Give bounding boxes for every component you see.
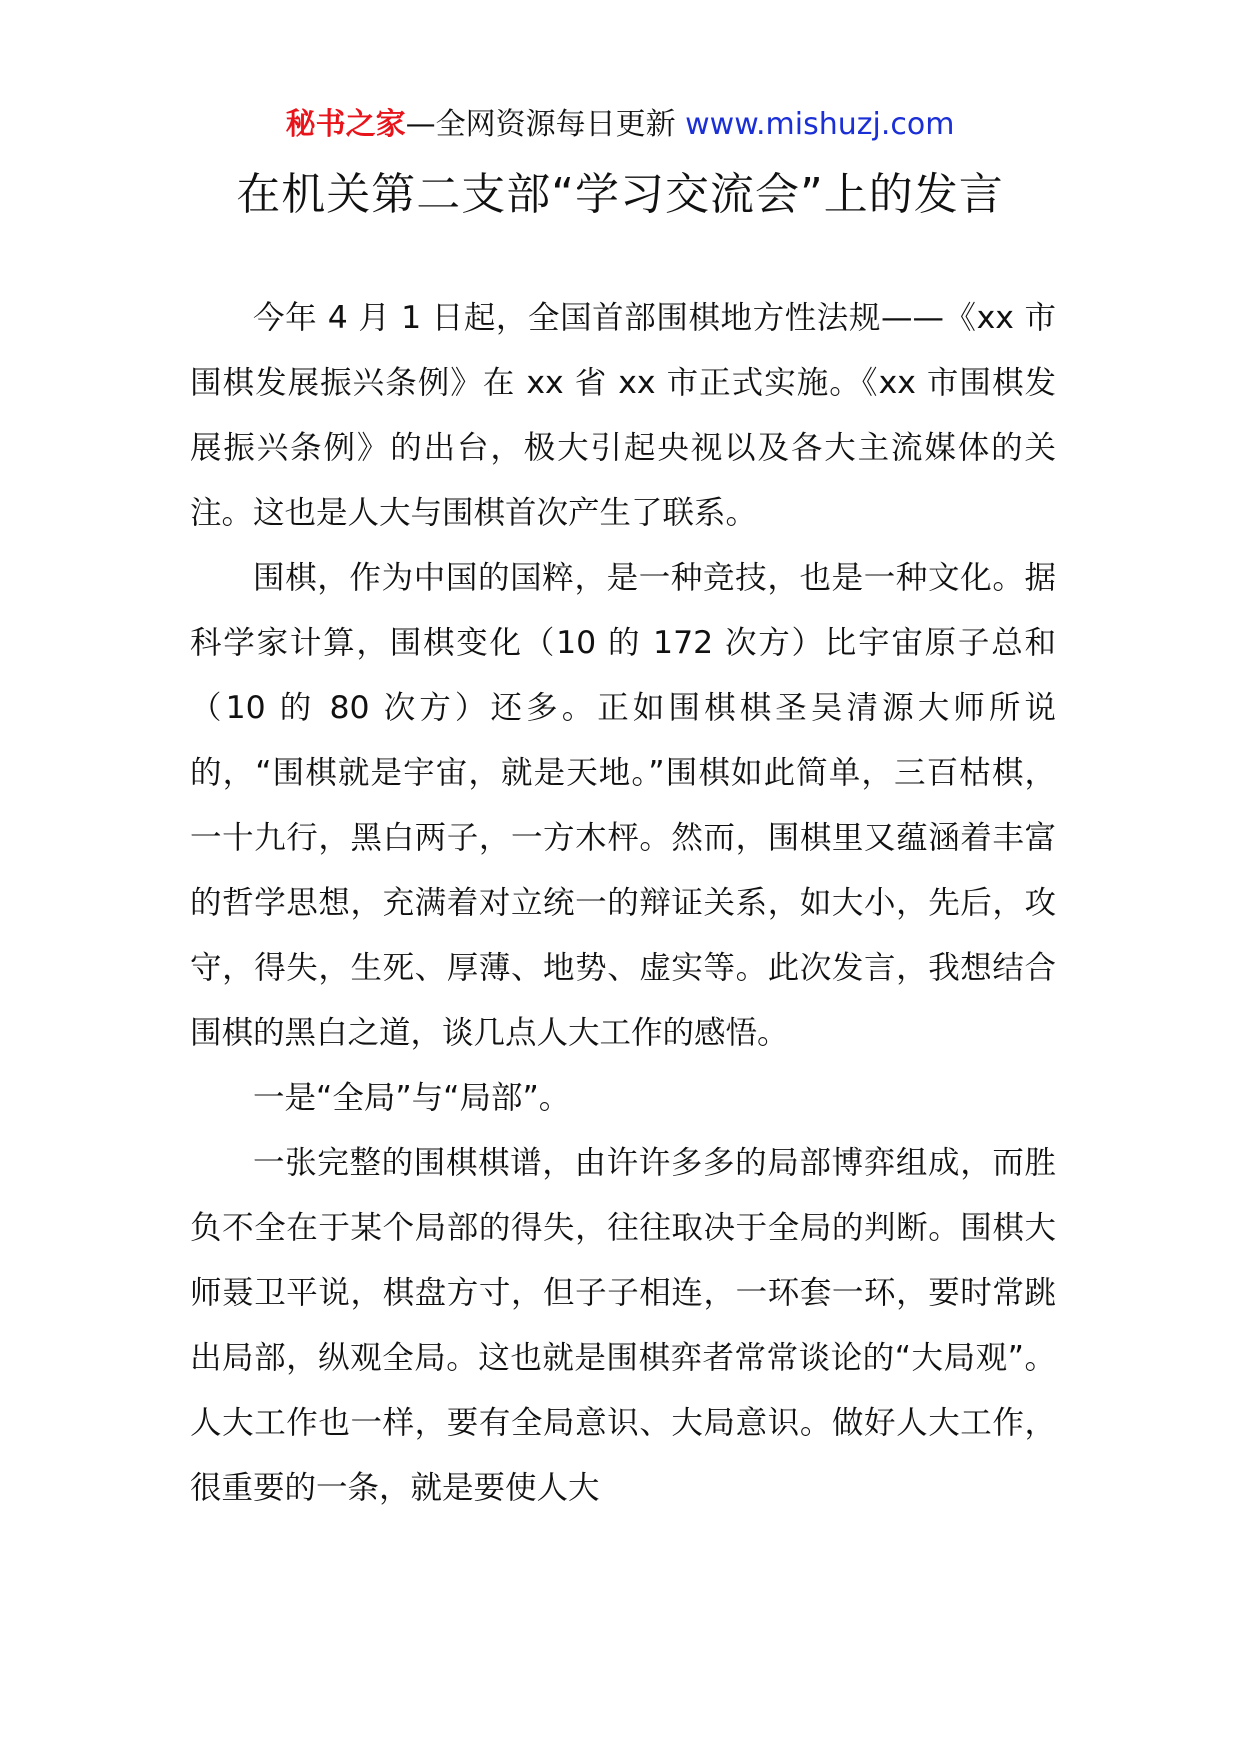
document-body <box>190 286 1056 1521</box>
paragraph-section-heading: 一是“全局”与“局部”。 <box>253 1080 571 1116</box>
paragraph-intro: 今年 4 月 1 日起，全国首部围棋地方性法规——《xx 市围棋发展振兴条例》在 xx 省 xx 市正式实施。《xx 市围棋发展振兴条例》的出台，极大引起央视以及各大主流媒体的关注。这也是人大与围棋首次产生了联系。 <box>190 300 1056 531</box>
site-header <box>0 103 1240 147</box>
site-name: 秘书之家 <box>285 107 406 142</box>
document-title: 在机关第二支部“学习交流会”上的发言 <box>236 169 1004 220</box>
site-tagline: —全网资源每日更新 <box>405 107 686 142</box>
site-url-link[interactable]: www.mishuzj.com <box>685 107 955 142</box>
paragraph-weiqi-culture: 围棋，作为中国的国粹，是一种竞技，也是一种文化。据科学家计算，围棋变化（10 的 172 次方）比宇宙原子总和（10 的 80 次方）还多。正如围棋棋圣吴清源大师所说的，“围棋就是宇宙，就是天地。”围棋如此简单，三百枯棋，一十九行，黑白两子，一方木枰。然而，围棋里又蕴涵着丰富的哲学思想，充满着对立统一的辩证关系，如大小，先后，攻守，得失，生死、厚薄、地势、虚实等。此次发言，我想结合围棋的黑白之道，谈几点人大工作的感悟。 <box>190 560 1056 1051</box>
paragraph-global-local: 一张完整的围棋棋谱，由许许多多的局部博弈组成，而胜负不全在于某个局部的得失，往往取决于全局的判断。围棋大师聂卫平说，棋盘方寸，但子子相连，一环套一环，要时常跳出局部，纵观全局。这也就是围棋弈者常常谈论的“大局观”。人大工作也一样，要有全局意识、大局意识。做好人大工作，很重要的一条，就是要使人大 <box>190 1145 1056 1506</box>
